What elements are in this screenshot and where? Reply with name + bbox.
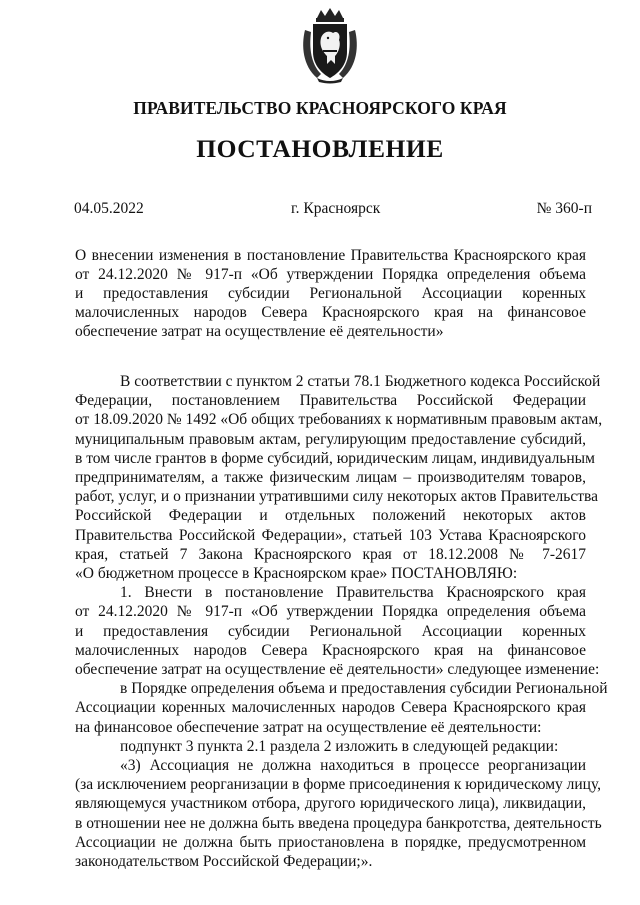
body-line: 1. Внести в постановление Правительства Красноярского края bbox=[120, 584, 586, 602]
body-line: малочисленных народов Севера Красноярского края на финансовое bbox=[75, 641, 586, 659]
document-type-title: ПОСТАНОВЛЕНИЕ bbox=[196, 134, 444, 163]
subject-line: малочисленных народов Севера Красноярского края на финансовое bbox=[75, 304, 586, 321]
body-line: на финансовое обеспечение затрат на осуществление её деятельности: bbox=[75, 718, 542, 736]
body-line: и предоставления субсидии Региональной Ассоциации коренных bbox=[75, 622, 586, 640]
body-line: в Порядке определения объема и предоставления субсидии Региональной bbox=[120, 680, 608, 698]
body-line: Ассоциации не должна быть приостановлена в порядке, предусмотренном bbox=[75, 833, 586, 851]
body-line: Ассоциации коренных малочисленных народов Севера Красноярского края bbox=[75, 699, 586, 717]
body-line: Российской Федерации и отдельных положений некоторых актов bbox=[75, 507, 586, 525]
body-line: муниципальным правовым актам, регулирующим предоставление субсидий, bbox=[75, 430, 586, 448]
organization-name: ПРАВИТЕЛЬСТВО КРАСНОЯРСКОГО КРАЯ bbox=[133, 98, 507, 118]
body-line: являющемуся участником отбора, другого юридического лица), ликвидации, bbox=[75, 795, 586, 813]
body-line: Федерации, постановлением Правительства Российской Федерации bbox=[75, 392, 586, 410]
body-line: от 24.12.2020 № 917-п «Об утверждении Порядка определения объема bbox=[75, 603, 586, 621]
body-line: работ, услуг, и о признании утратившими силу некоторых актов Правительства bbox=[75, 488, 598, 506]
body-line: в том числе грантов в форме субсидий, юридическим лицам, индивидуальным bbox=[75, 449, 595, 467]
body-line: подпункт 3 пункта 2.1 раздела 2 изложить в следующей редакции: bbox=[120, 737, 559, 755]
document-body bbox=[75, 372, 608, 871]
body-line: В соответствии с пунктом 2 статьи 78.1 Бюджетного кодекса Российской bbox=[120, 373, 601, 390]
body-line: предпринимателям, а также физическим лицам – производителям товаров, bbox=[75, 469, 586, 487]
subject-line: О внесении изменения в постановление Правительства Красноярского края bbox=[75, 247, 586, 264]
body-line: «3) Ассоциация не должна находиться в процессе реорганизации bbox=[120, 757, 586, 775]
document-number: № 360-п bbox=[536, 200, 592, 217]
document-city: г. Красноярск bbox=[291, 200, 381, 217]
subject-line: обеспечение затрат на осуществление её деятельности» bbox=[75, 323, 444, 340]
krasnoyarsk-coat-of-arms-icon bbox=[299, 8, 361, 84]
body-line: законодательством Российской Федерации;». bbox=[75, 853, 373, 871]
subject-line: и предоставления субсидии Региональной Ассоциации коренных bbox=[75, 285, 586, 302]
body-line: в отношении нее не должна быть введена процедура банкротства, деятельность bbox=[75, 814, 602, 832]
body-line: обеспечение затрат на осуществление её деятельности» следующее изменение: bbox=[75, 661, 600, 679]
body-line: от 18.09.2020 № 1492 «Об общих требованиях к нормативным правовым актам, bbox=[75, 411, 603, 429]
body-line: Правительства Российской Федерации», статьей 103 Устава Красноярского bbox=[75, 526, 586, 544]
body-line: «О бюджетном процессе в Красноярском крае» ПОСТАНОВЛЯЮ: bbox=[75, 565, 518, 583]
document-subject bbox=[75, 246, 586, 341]
body-line: края, статьей 7 Закона Красноярского края от 18.12.2008 № 7-2617 bbox=[75, 545, 586, 563]
subject-line: от 24.12.2020 № 917-п «Об утверждении Порядка определения объема bbox=[75, 266, 586, 283]
body-line: (за исключением реорганизации в форме присоединения к юридическому лицу, bbox=[75, 776, 602, 794]
document-date: 04.05.2022 bbox=[74, 200, 144, 217]
